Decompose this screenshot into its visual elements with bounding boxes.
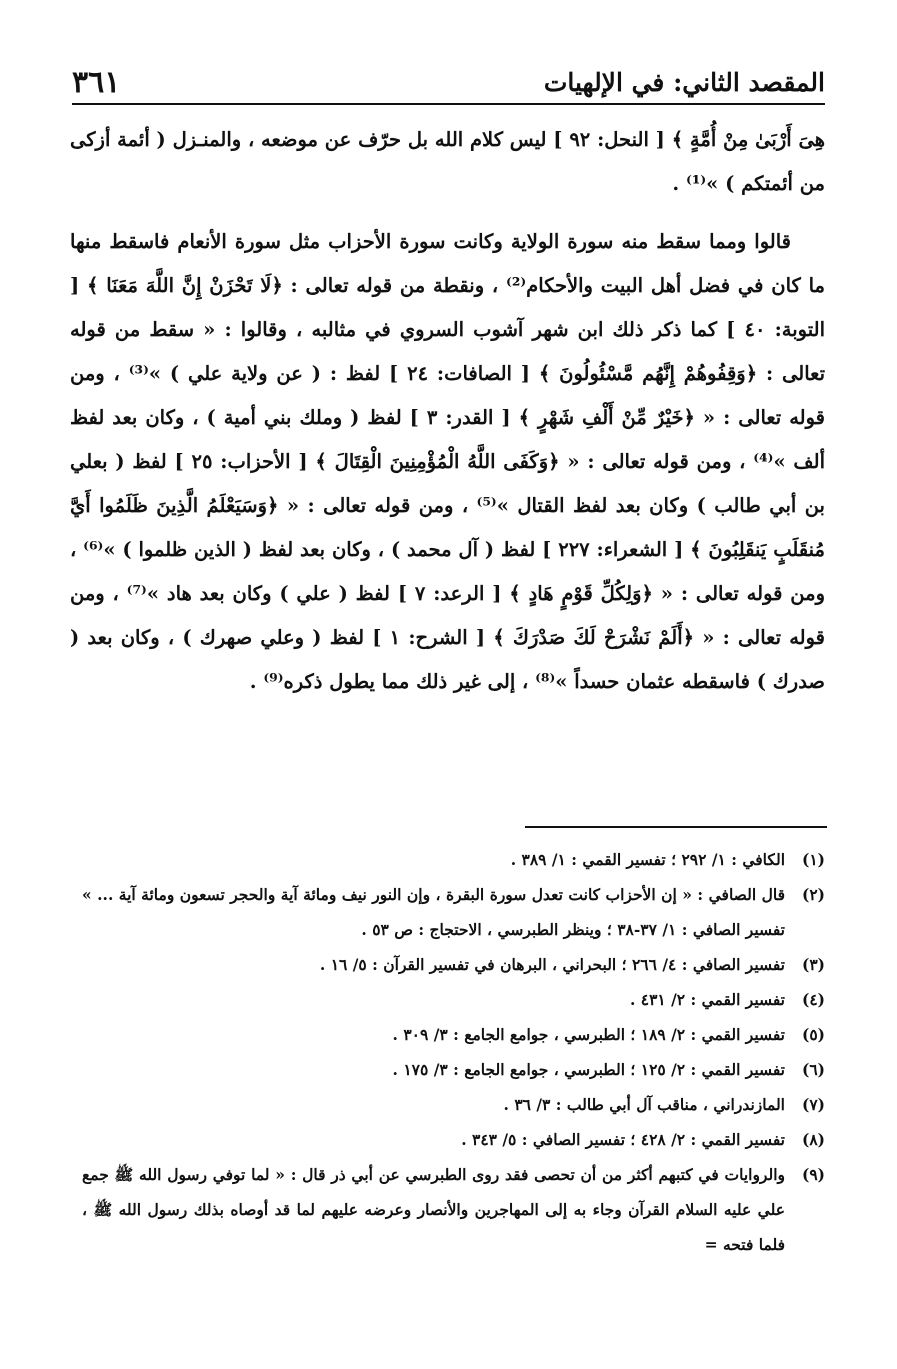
- footnote-9: [82, 1157, 825, 1262]
- footnote-text: قال الصافي : « إن الأحزاب كانت تعدل سورة البقرة ، وإن النور نيف ومائة آية والحجر تسعون ومائة آية ... » تفسير الصافي : ١/ ٣٧-٣٨ ؛ وينظر الطبرسي ، الاحتجاج : ص ٥٣ .: [82, 885, 785, 939]
- footnote-text: الكافي : ١/ ٢٩٢ ؛ تفسير القمي : ١/ ٣٨٩ .: [510, 850, 785, 869]
- footnote-text: تفسير الصافي : ٤/ ٢٦٦ ؛ البحراني ، البرهان في تفسير القرآن : ٥/ ١٦ .: [319, 955, 785, 974]
- footnote-5: [82, 1017, 825, 1052]
- footnote-number: (٩): [801, 1165, 825, 1184]
- page-header: [72, 62, 825, 102]
- footnote-text: المازندراني ، مناقب آل أبي طالب : ٣/ ٣٦ .: [503, 1095, 785, 1114]
- footnote-4: [82, 982, 825, 1017]
- footnote-number: (٢): [801, 885, 825, 904]
- page-number: ٣٦١: [72, 64, 121, 100]
- paragraph-2: قالوا ومما سقط منه سورة الولاية وكانت سورة الأحزاب مثل سورة الأنعام فاسقط منها ما كان في فضل أهل البيت والأحكام⁽²⁾ ، ونقطة من قوله تعالى : ﴿لَا تَحْزَنْ إِنَّ اللَّهَ مَعَنَا ﴾ [ التوبة: ٤٠ ] كما ذكر ذلك ابن شهر آشوب السروي في مثالبه ، وقالوا : « سقط من قوله تعالى : ﴿وَقِفُوهُمْ إِنَّهُم مَّسْئُولُونَ ﴾ [ الصافات: ٢٤ ] لفظ : ( عن ولاية علي ) »⁽³⁾ ، ومن قوله تعالى : « ﴿خَيْرٌ مِّنْ أَلْفِ شَهْرٍ ﴾ [ القدر: ٣ ] لفظ ( وملك بني أمية ) ، وكان بعد لفظ ألف »⁽⁴⁾ ، ومن قوله تعالى : « ﴿وَكَفَى اللَّهُ الْمُؤْمِنِينَ الْقِتَالَ ﴾ [ الأحزاب: ٢٥ ] لفظ ( بعلي بن أبي طالب ) وكان بعد لفظ القتال »⁽⁵⁾ ، ومن قوله تعالى : « ﴿وَسَيَعْلَمُ الَّذِينَ ظَلَمُوا أَيَّ مُنقَلَبٍ يَنقَلِبُونَ ﴾ [ الشعراء: ٢٢٧ ] لفظ ( آل محمد ) ، وكان بعد لفظ ( الذين ظلموا ) »⁽⁶⁾ ، ومن قوله تعالى : « ﴿وَلِكُلِّ قَوْمٍ هَادٍ ﴾ [ الرعد: ٧ ] لفظ ( علي ) وكان بعد هاد »⁽⁷⁾ ، ومن قوله تعالى : « ﴿أَلَمْ نَشْرَحْ لَكَ صَدْرَكَ ﴾ [ الشرح: ١ ] لفظ ( وعلي صهرك ) ، وكان بعد ( صدرك ) فاسقطه عثمان حسداً »⁽⁸⁾ ، إلى غير ذلك مما يطول ذكره⁽⁹⁾ .: [70, 230, 826, 693]
- running-title: المقصد الثاني: في الإلهيات: [543, 67, 825, 97]
- footnote-number: (٥): [801, 1025, 825, 1044]
- footnote-1: [82, 842, 825, 877]
- footnote-6: [82, 1052, 825, 1087]
- paragraph-1: هِىَ أَرْبَىٰ مِنْ أُمَّةٍ ﴾ [ النحل: ٩٢ ] ليس كلام الله بل حرّف عن موضعه ، والمنـزل ( أئمة أزكى من أئمتكم ) »⁽¹⁾ .: [70, 128, 825, 195]
- footnote-number: (٧): [801, 1095, 825, 1114]
- footnote-number: (٨): [801, 1130, 825, 1149]
- footnote-separator: [525, 826, 827, 828]
- footnote-number: (١): [801, 850, 825, 869]
- footnote-8: [82, 1122, 825, 1157]
- footnotes: [82, 842, 825, 1262]
- footnote-number: (٦): [801, 1060, 825, 1079]
- footnote-text: والروايات في كتبهم أكثر من أن تحصى فقد روى الطبرسي عن أبي ذر قال : « لما توفي رسول الله ﷺ جمع علي عليه السلام القرآن وجاء به إلى المهاجرين والأنصار وعرضه عليهم لما قد أوصاه بذلك رسول الله ﷺ ، فلما فتحه =: [82, 1165, 785, 1254]
- footnote-text: تفسير القمي : ٢/ ١٨٩ ؛ الطبرسي ، جوامع الجامع : ٣/ ٣٠٩ .: [392, 1025, 785, 1044]
- main-text: [70, 118, 825, 704]
- footnote-text: تفسير القمي : ٢/ ٤٣١ .: [629, 990, 785, 1009]
- footnote-7: [82, 1087, 825, 1122]
- footnote-2: [82, 877, 825, 947]
- footnote-number: (٤): [801, 990, 825, 1009]
- header-rule: [72, 103, 825, 105]
- footnote-3: [82, 947, 825, 982]
- footnote-number: (٣): [801, 955, 825, 974]
- footnote-text: تفسير القمي : ٢/ ٤٢٨ ؛ تفسير الصافي : ٥/ ٣٤٣ .: [461, 1130, 785, 1149]
- footnote-text: تفسير القمي : ٢/ ١٢٥ ؛ الطبرسي ، جوامع الجامع : ٣/ ١٧٥ .: [392, 1060, 785, 1079]
